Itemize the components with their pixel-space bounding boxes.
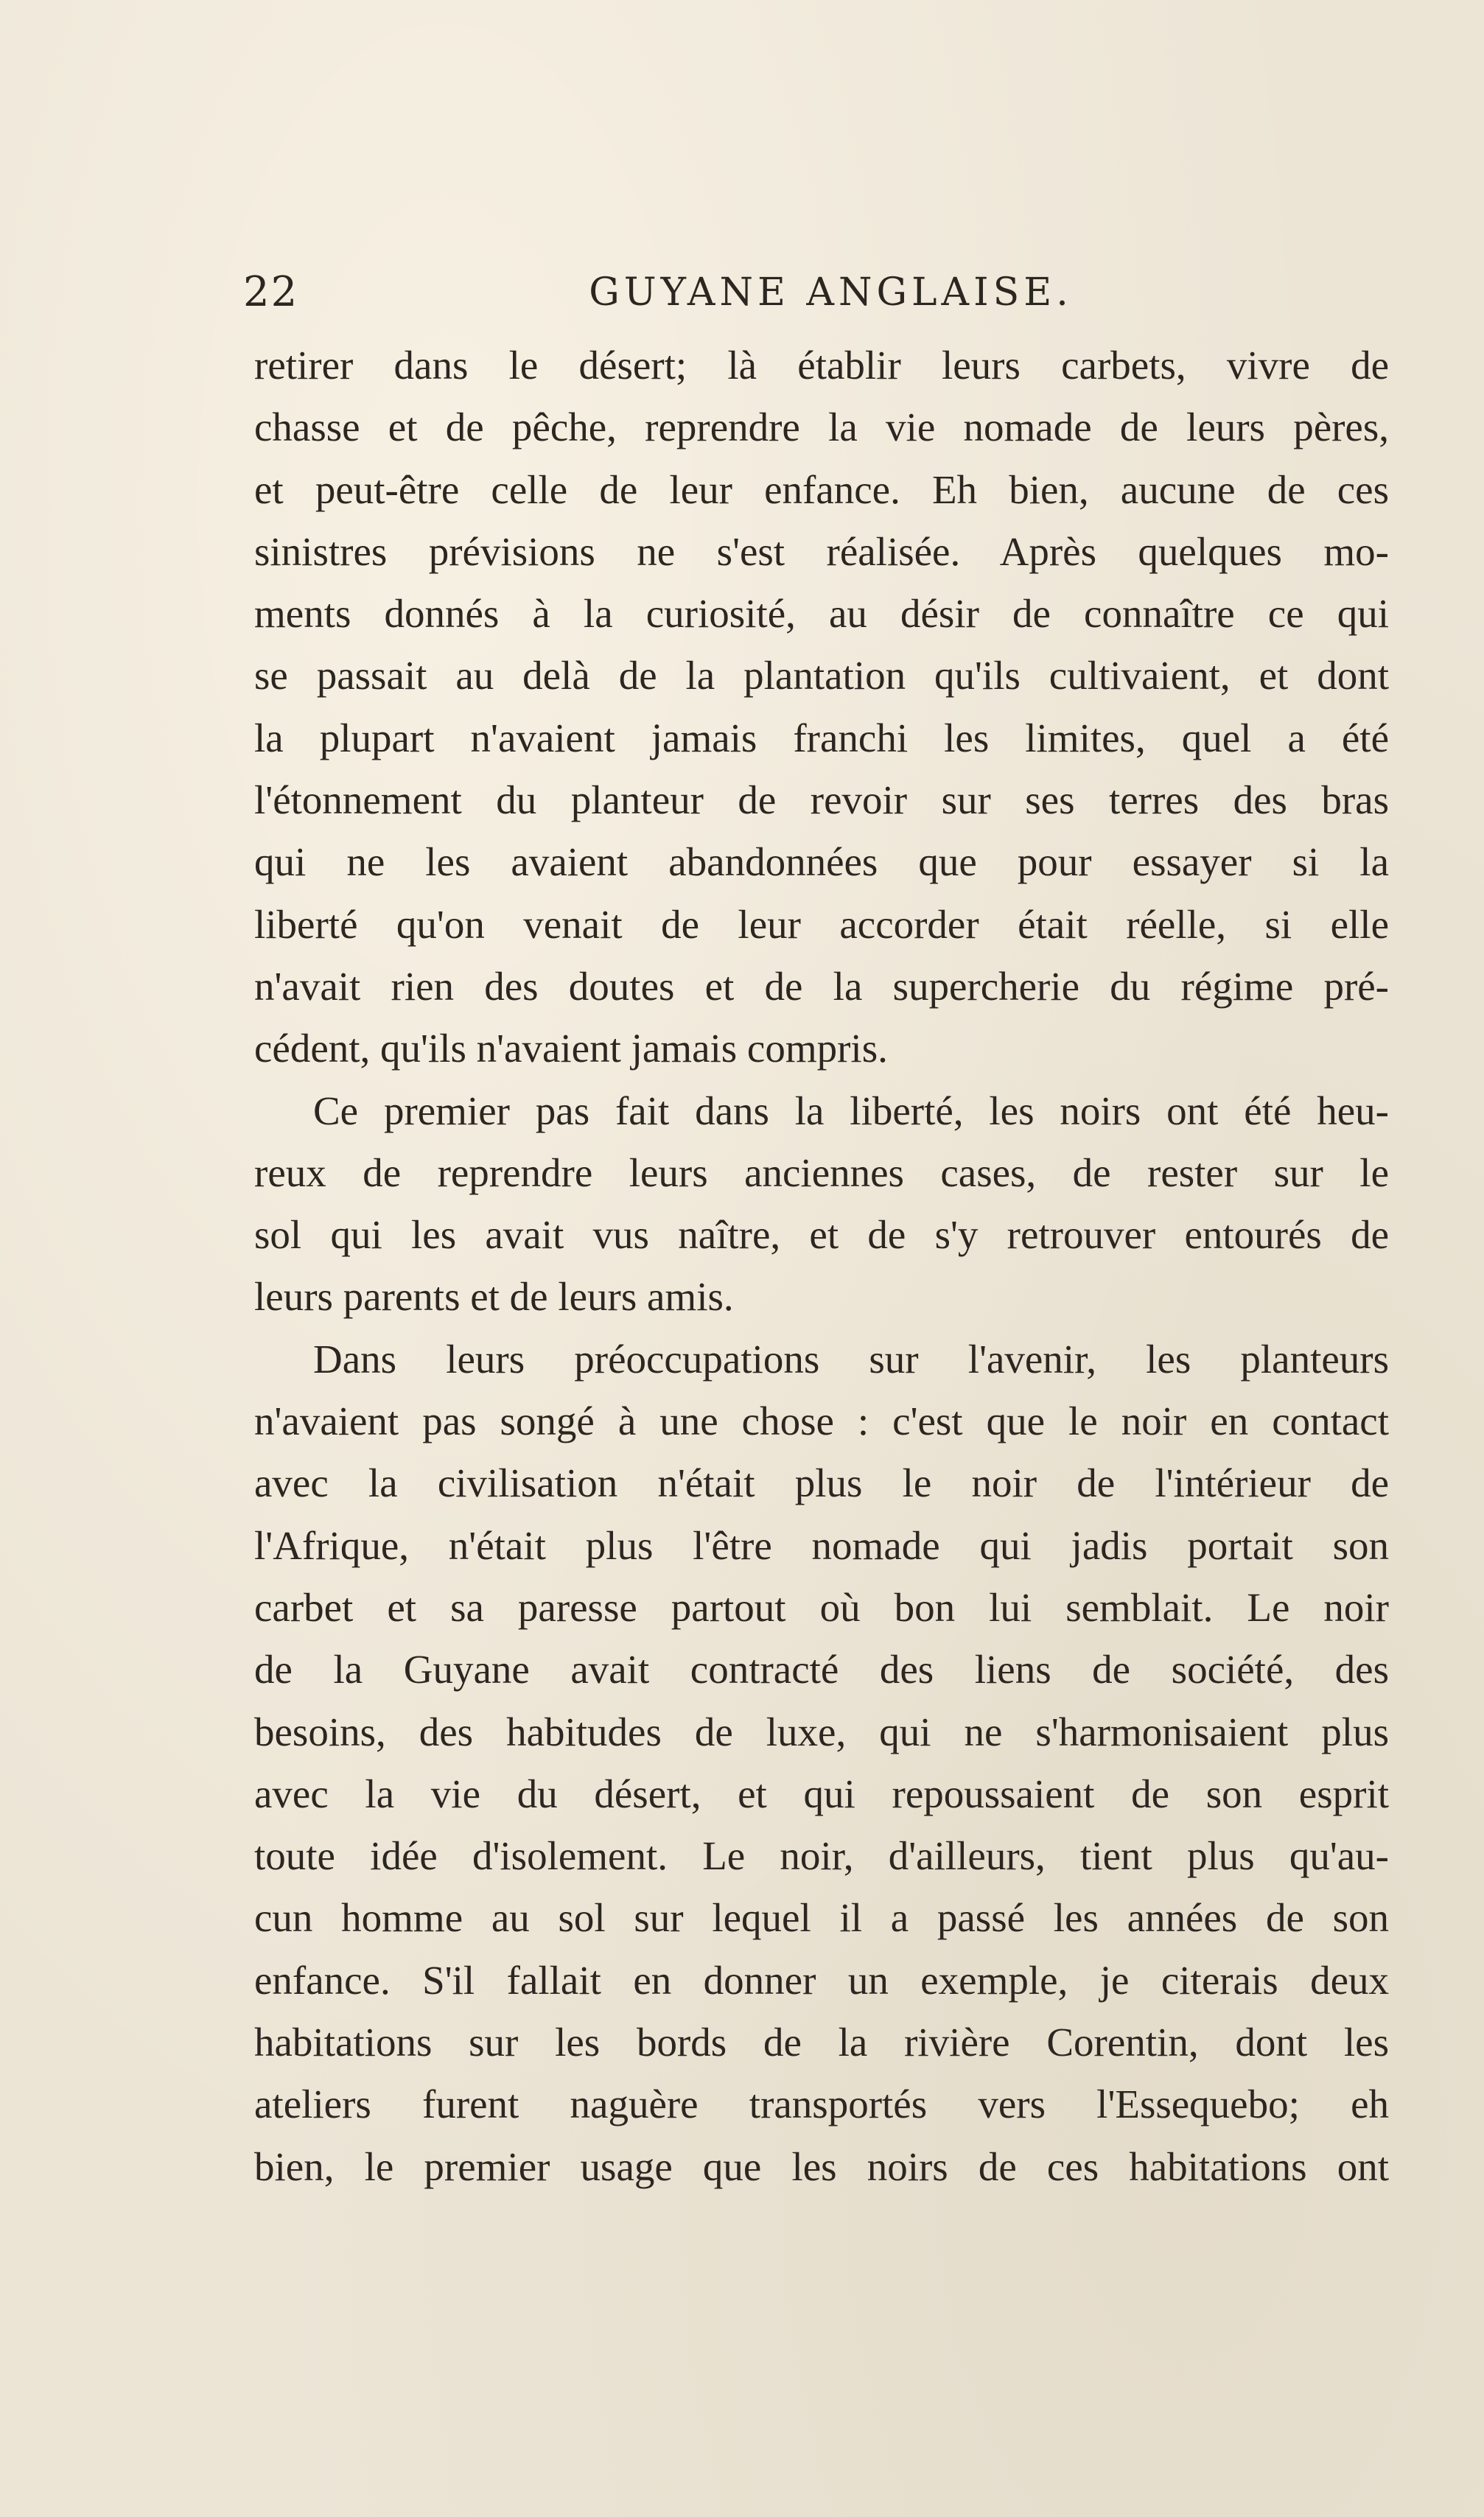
text-line: ateliers furent naguère transportés vers l'Essequebo; eh — [254, 2082, 1389, 2127]
text-line: leurs parents et de leurs amis. — [254, 1274, 734, 1320]
text-line: reux de reprendre leurs anciennes cases, de rester sur le — [254, 1149, 1389, 1195]
text-line: l'Afrique, n'était plus l'être nomade qui jadis portait son — [254, 1522, 1389, 1568]
text-line: habitations sur les bords de la rivière Corentin, dont les — [254, 2020, 1389, 2065]
text-line: bien, le premier usage que les noirs de ces habitations ont — [254, 2143, 1389, 2189]
paragraph — [254, 335, 1389, 1080]
text-line: avec la civilisation n'était plus le noir de l'intérieur de — [254, 1460, 1389, 1506]
page-header — [243, 259, 1389, 326]
running-title: GUYANE ANGLAISE. — [589, 270, 1073, 315]
text-line: qui ne les avaient abandonnées que pour essayer si la — [254, 839, 1389, 885]
paragraph — [254, 1328, 1389, 2198]
text-line: Dans leurs préoccupations sur l'avenir, les planteurs — [313, 1336, 1389, 1382]
text-line: besoins, des habitudes de luxe, qui ne s'harmonisaient plus — [254, 1709, 1389, 1754]
text-line: sinistres prévisions ne s'est réalisée. Après quelques mo- — [254, 528, 1389, 574]
body-text — [254, 335, 1389, 2198]
text-line: cédent, qu'ils n'avaient jamais compris. — [254, 1026, 888, 1071]
text-line: se passait au delà de la plantation qu'ils cultivaient, et dont — [254, 653, 1389, 699]
text-line: n'avait rien des doutes et de la supercherie du régime pré- — [254, 963, 1389, 1009]
text-line: cun homme au sol sur lequel il a passé les années de son — [254, 1895, 1389, 1941]
text-line: toute idée d'isolement. Le noir, d'ailleurs, tient plus qu'au- — [254, 1833, 1389, 1879]
text-line: carbet et sa paresse partout où bon lui semblait. Le noir — [254, 1584, 1389, 1630]
text-line: chasse et de pêche, reprendre la vie nomade de leurs pères, — [254, 405, 1389, 450]
text-line: liberté qu'on venait de leur accorder était réelle, si elle — [254, 901, 1389, 947]
paragraph — [254, 1080, 1389, 1328]
text-line: de la Guyane avait contracté des liens de société, des — [254, 1647, 1389, 1692]
text-line: la plupart n'avaient jamais franchi les limites, quel a été — [254, 715, 1389, 760]
text-line: Ce premier pas fait dans la liberté, les noirs ont été heu- — [313, 1088, 1389, 1133]
text-line: l'étonnement du planteur de revoir sur ses terres des bras — [254, 777, 1389, 823]
text-line: et peut-être celle de leur enfance. Eh bien, aucune de ces — [254, 466, 1389, 512]
text-line: retirer dans le désert; là établir leurs carbets, vivre de — [254, 343, 1389, 388]
text-line: n'avaient pas songé à une chose : c'est que le noir en contact — [254, 1398, 1389, 1444]
page-number: 22 — [243, 268, 299, 316]
text-line: sol qui les avait vus naître, et de s'y retrouver entourés de — [254, 1212, 1389, 1258]
text-line: enfance. S'il fallait en donner un exemple, je citerais deux — [254, 1957, 1389, 2003]
text-line: ments donnés à la curiosité, au désir de connaître ce qui — [254, 591, 1389, 637]
text-line: avec la vie du désert, et qui repoussaient de son esprit — [254, 1771, 1389, 1816]
